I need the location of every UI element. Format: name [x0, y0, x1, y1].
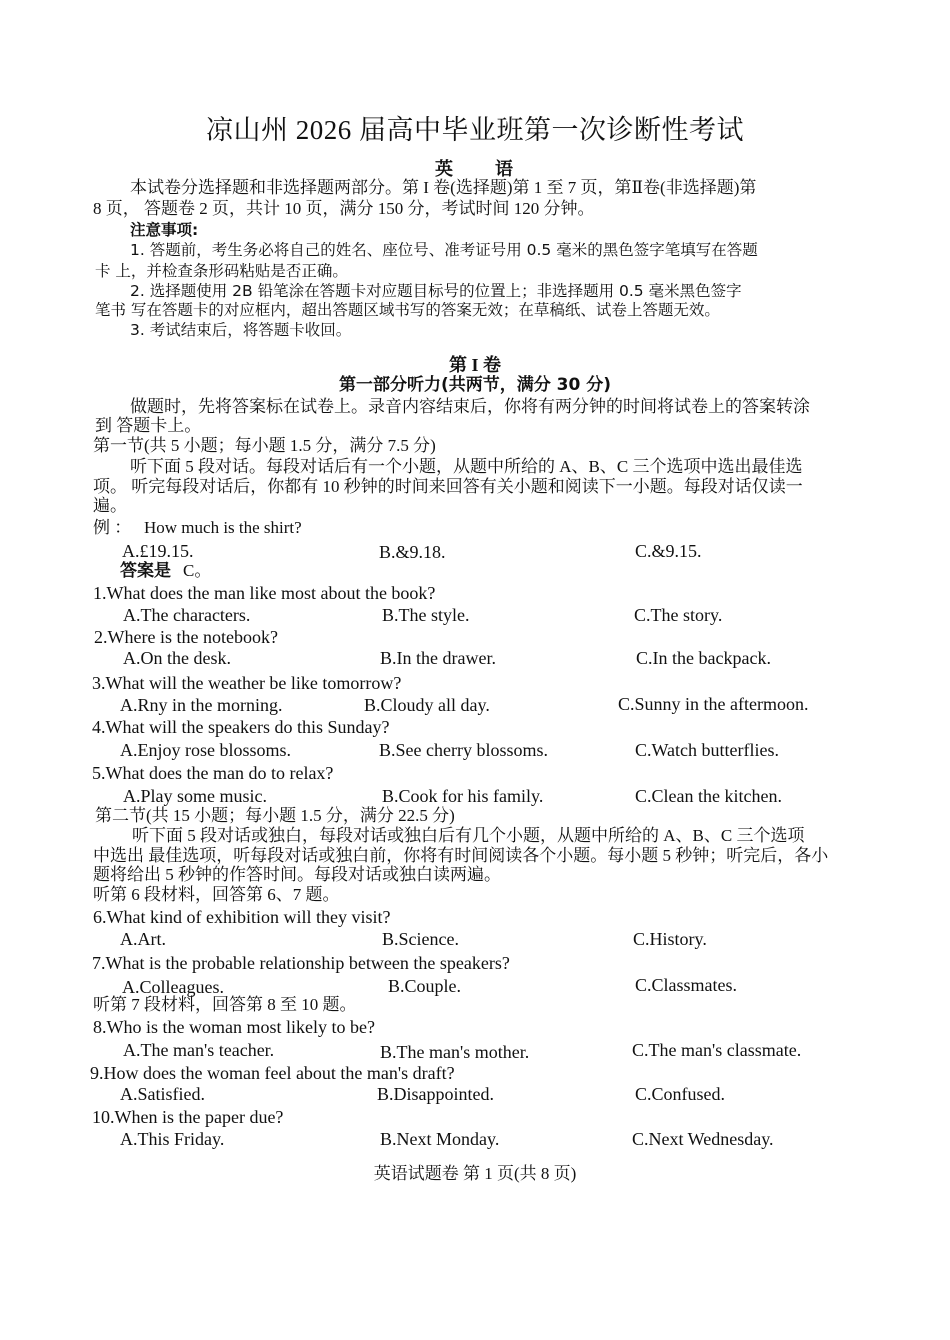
question-6-option-c: C.History. — [633, 929, 707, 949]
question-7: 7.What is the probable relationship between the speakers? — [92, 953, 510, 973]
question-6: 6.What kind of exhibition will they visit? — [93, 907, 391, 927]
question-3-option-c: C.Sunny in the aftermoon. — [618, 694, 809, 714]
section1-line-3: 遍。 — [93, 496, 127, 515]
notice-item-1-line-1: 1. 答题前，考生务必将自己的姓名、座位号、准考证号用 0.5 毫米的黑色签字笔填写在答题 — [130, 241, 758, 259]
material-7-instruction: 听第 7 段材料，回答第 8 至 10 题。 — [93, 995, 357, 1014]
notice-item-2-line-2: 笔书 写在答题卡的对应框内，超出答题区域书写的答案无效；在草稿纸、试卷上答题无效。 — [95, 301, 720, 319]
question-4: 4.What will the speakers do this Sunday? — [92, 717, 390, 737]
question-10-option-b: B.Next Monday. — [380, 1129, 500, 1149]
question-8-option-a: A.The man's teacher. — [123, 1040, 275, 1060]
question-5-option-a: A.Play some music. — [123, 786, 267, 806]
question-1-option-a: A.The characters. — [123, 605, 251, 625]
question-10-option-c: C.Next Wednesday. — [632, 1129, 774, 1149]
example-answer-label: 答案是 — [120, 561, 171, 580]
question-8-option-b: B.The man's mother. — [380, 1042, 530, 1062]
question-8: 8.Who is the woman most likely to be? — [93, 1017, 375, 1037]
subject-heading: 英 语 — [435, 159, 515, 179]
question-9-option-a: A.Satisfied. — [120, 1084, 205, 1104]
question-2: 2.Where is the notebook? — [94, 627, 278, 647]
question-10-option-a: A.This Friday. — [120, 1129, 225, 1149]
question-7-option-c: C.Classmates. — [635, 975, 737, 995]
section1-line-2: 项。 听完每段对话后，你都有 10 秒钟的时间来回答有关小题和阅读下一小题。每段对话仅读一 — [93, 477, 803, 496]
question-7-option-b: B.Couple. — [388, 976, 462, 996]
intro-line-2: 8 页， 答题卷 2 页，共计 10 页，满分 150 分，考试时间 120 分钟。 — [93, 199, 595, 218]
question-1-option-c: C.The story. — [634, 605, 723, 625]
volume-label: 第 I 卷 — [448, 355, 501, 375]
notice-item-2-line-1: 2. 选择题使用 2B 铅笔涂在答题卡对应题目标号的位置上；非选择题用 0.5 毫米黑色签字 — [130, 282, 742, 300]
question-9-option-b: B.Disappointed. — [377, 1084, 494, 1104]
section2-title: 第二节(共 15 小题；每小题 1.5 分，满分 22.5 分) — [95, 806, 455, 825]
question-8-option-c: C.The man's classmate. — [632, 1040, 802, 1060]
question-5-option-b: B.Cook for his family. — [382, 786, 544, 806]
question-2-option-c: C.In the backpack. — [636, 648, 771, 668]
section2-line-1: 听下面 5 段对话或独白，每段对话或独白后有几个小题，从题中所给的 A、B、C 三个选项 — [132, 826, 805, 845]
question-4-option-c: C.Watch butterflies. — [635, 740, 780, 760]
example-label: 例 ： — [93, 518, 132, 537]
question-4-option-a: A.Enjoy rose blossoms. — [120, 740, 291, 760]
question-1: 1.What does the man like most about the book? — [93, 583, 436, 603]
question-5: 5.What does the man do to relax? — [92, 763, 334, 783]
notice-heading: 注意事项: — [130, 221, 199, 239]
question-3-option-a: A.Rny in the morning. — [120, 695, 283, 715]
question-1-option-b: B.The style. — [382, 605, 470, 625]
question-3-option-b: B.Cloudy all day. — [364, 695, 490, 715]
question-9: 9.How does the woman feel about the man's draft? — [90, 1063, 455, 1083]
example-answer-value: C。 — [183, 561, 212, 580]
intro-line-1: 本试卷分选择题和非选择题两部分。第 I 卷(选择题)第 1 至 7 页，第Ⅱ卷(非选择题)第 — [130, 178, 757, 197]
example-question: How much is the shirt? — [144, 518, 302, 537]
notice-item-1-line-2: 卡 上，并检查条形码粘贴是否正确。 — [95, 262, 348, 280]
notice-item-3: 3. 考试结束后，将答题卡收回。 — [130, 321, 352, 339]
question-7-option-a: A.Colleagues. — [122, 977, 224, 997]
question-5-option-c: C.Clean the kitchen. — [635, 786, 782, 806]
example-option-b: B.&9.18. — [379, 542, 446, 562]
question-4-option-b: B.See cherry blossoms. — [379, 740, 548, 760]
exam-title: 凉山州 2026 届高中毕业班第一次诊断性考试 — [206, 115, 744, 145]
question-9-option-c: C.Confused. — [635, 1084, 725, 1104]
example-option-c: C.&9.15. — [635, 541, 702, 561]
part1-intro-line-1: 做题时，先将答案标在试卷上。录音内容结束后，你将有两分钟的时间将试卷上的答案转涂 — [130, 397, 810, 416]
section2-line-2: 中选出 最佳选项，听每段对话或独白前，你将有时间阅读各个小题。每小题 5 秒钟；听完后，各小 — [93, 846, 829, 865]
example-option-a: A.£19.15. — [122, 541, 194, 561]
question-2-option-a: A.On the desk. — [123, 648, 231, 668]
part1-title: 第一部分听力(共两节，满分 30 分) — [338, 375, 612, 395]
question-3: 3.What will the weather be like tomorrow? — [92, 673, 402, 693]
question-2-option-b: B.In the drawer. — [380, 648, 496, 668]
section1-line-1: 听下面 5 段对话。每段对话后有一个小题，从题中所给的 A、B、C 三个选项中选出最佳选 — [130, 457, 803, 476]
section1-title: 第一节(共 5 小题；每小题 1.5 分，满分 7.5 分) — [93, 436, 436, 455]
question-6-option-b: B.Science. — [382, 929, 459, 949]
part1-intro-line-2: 到 答题卡上。 — [95, 416, 202, 435]
question-6-option-a: A.Art. — [120, 929, 166, 949]
page-footer: 英语试题卷 第 1 页(共 8 页) — [373, 1164, 577, 1183]
material-6-instruction: 听第 6 段材料，回答第 6、7 题。 — [93, 885, 340, 904]
section2-line-3: 题将给出 5 秒钟的作答时间。每段对话或独白读两遍。 — [93, 865, 501, 884]
question-10: 10.When is the paper due? — [92, 1107, 284, 1127]
